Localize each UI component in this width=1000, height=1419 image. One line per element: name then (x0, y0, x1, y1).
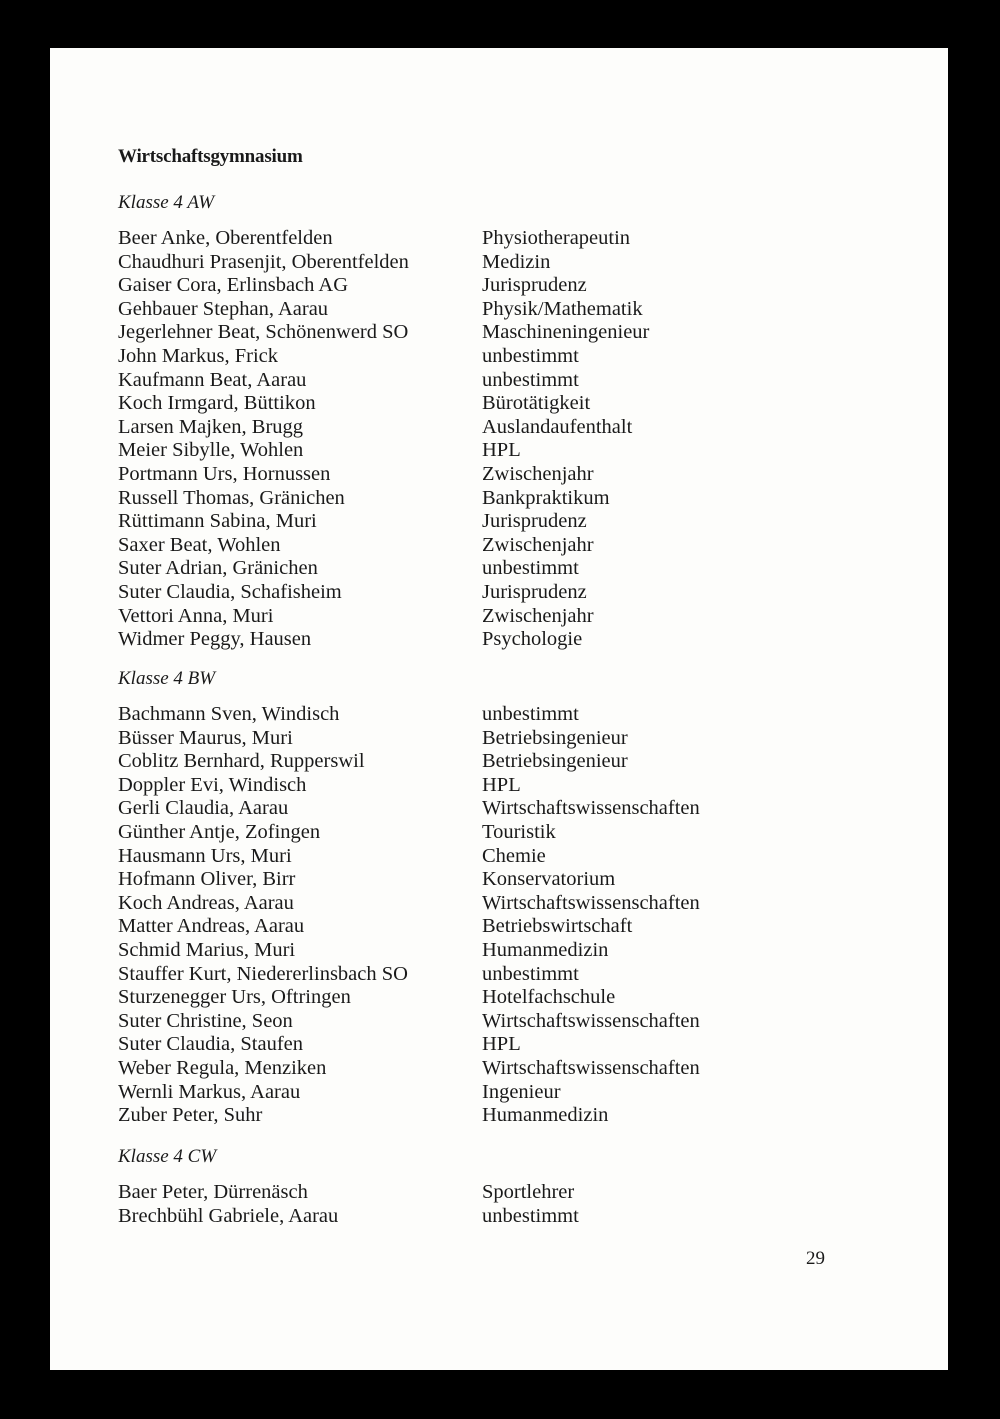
student-name: Brechbühl Gabriele, Aarau (118, 1204, 339, 1227)
list-item (118, 628, 858, 652)
student-name: Chaudhuri Prasenjit, Oberentfelden (118, 250, 409, 273)
student-name: Schmid Marius, Muri (118, 938, 296, 961)
page-number: 29 (806, 1248, 825, 1269)
career-plan: Jurisprudenz (482, 510, 587, 533)
list-item (118, 392, 858, 416)
student-name: Matter Andreas, Aarau (118, 915, 305, 938)
career-plan: Zwischenjahr (482, 604, 594, 627)
student-name: Suter Adrian, Gränichen (118, 557, 318, 580)
list-item (118, 915, 858, 939)
student-name: Weber Regula, Menziken (118, 1056, 327, 1079)
class-list-4aw (118, 227, 858, 652)
list-item (118, 845, 858, 869)
student-name: Gerli Claudia, Aarau (118, 797, 289, 820)
student-name: Vettori Anna, Muri (118, 604, 274, 627)
career-plan: Wirtschaftswissenschaften (482, 1009, 700, 1032)
career-plan: Bankpraktikum (482, 486, 610, 509)
student-name: Sturzenegger Urs, Oftringen (118, 986, 351, 1009)
career-plan: Betriebswirtschaft (482, 915, 633, 938)
class-list-4cw (118, 1181, 858, 1228)
list-item (118, 986, 858, 1010)
career-plan: Physiotherapeutin (482, 227, 631, 249)
career-plan: Konservatorium (482, 868, 616, 891)
list-item (118, 1181, 858, 1205)
section-title-4bw: Klasse 4 BW (118, 668, 216, 689)
list-item (118, 892, 858, 916)
student-name: Gehbauer Stephan, Aarau (118, 297, 329, 320)
list-item (118, 345, 858, 369)
career-plan: Humanmedizin (482, 1104, 609, 1127)
student-name: Doppler Evi, Windisch (118, 773, 307, 796)
student-name: Bachmann Sven, Windisch (118, 703, 340, 725)
list-item (118, 439, 858, 463)
career-plan: Physik/Mathematik (482, 297, 643, 320)
list-item (118, 1033, 858, 1057)
class-list-4bw (118, 703, 858, 1128)
career-plan: HPL (482, 773, 521, 796)
list-item (118, 1010, 858, 1034)
career-plan: Betriebsingenieur (482, 726, 628, 749)
career-plan: HPL (482, 1033, 521, 1056)
career-plan: Zwischenjahr (482, 462, 594, 485)
student-name: Beer Anke, Oberentfelden (118, 227, 333, 249)
list-item (118, 750, 858, 774)
student-name: John Markus, Frick (118, 344, 279, 367)
career-plan: Hotelfachschule (482, 986, 616, 1009)
list-item (118, 605, 858, 629)
student-name: Koch Irmgard, Büttikon (118, 392, 316, 415)
career-plan: unbestimmt (482, 703, 579, 725)
career-plan: Humanmedizin (482, 938, 609, 961)
list-item (118, 274, 858, 298)
student-name: Hausmann Urs, Muri (118, 844, 292, 867)
career-plan: Wirtschaftswissenschaften (482, 891, 700, 914)
career-plan: unbestimmt (482, 368, 579, 391)
student-name: Larsen Majken, Brugg (118, 415, 304, 438)
list-item (118, 703, 858, 727)
career-plan: Psychologie (482, 628, 583, 651)
career-plan: Jurisprudenz (482, 274, 587, 297)
student-name: Russell Thomas, Gränichen (118, 486, 345, 509)
career-plan: unbestimmt (482, 962, 579, 985)
student-name: Widmer Peggy, Hausen (118, 628, 312, 651)
student-name: Wernli Markus, Aarau (118, 1080, 301, 1103)
list-item (118, 797, 858, 821)
career-plan: Wirtschaftswissenschaften (482, 797, 700, 820)
student-name: Meier Sibylle, Wohlen (118, 439, 304, 462)
student-name: Stauffer Kurt, Niedererlinsbach SO (118, 962, 408, 985)
student-name: Suter Claudia, Staufen (118, 1033, 304, 1056)
career-plan: unbestimmt (482, 344, 579, 367)
student-name: Suter Christine, Seon (118, 1009, 293, 1032)
career-plan: Chemie (482, 844, 546, 867)
list-item (118, 321, 858, 345)
student-name: Suter Claudia, Schafisheim (118, 580, 342, 603)
student-name: Kaufmann Beat, Aarau (118, 368, 307, 391)
list-item (118, 463, 858, 487)
list-item (118, 227, 858, 251)
student-name: Saxer Beat, Wohlen (118, 533, 281, 556)
list-item (118, 581, 858, 605)
career-plan: unbestimmt (482, 557, 579, 580)
list-item (118, 727, 858, 751)
page-heading: Wirtschaftsgymnasium (118, 146, 303, 167)
list-item (118, 821, 858, 845)
student-name: Baer Peter, Dürrenäsch (118, 1181, 308, 1203)
list-item (118, 774, 858, 798)
document-page (50, 48, 948, 1370)
list-item (118, 1205, 858, 1229)
student-name: Zuber Peter, Suhr (118, 1104, 263, 1127)
career-plan: Maschineningenieur (482, 321, 650, 344)
career-plan: Medizin (482, 250, 551, 273)
list-item (118, 868, 858, 892)
career-plan: Betriebsingenieur (482, 750, 628, 773)
list-item (118, 557, 858, 581)
list-item (118, 369, 858, 393)
list-item (118, 939, 858, 963)
list-item (118, 510, 858, 534)
career-plan: Sportlehrer (482, 1181, 575, 1203)
list-item (118, 534, 858, 558)
list-item (118, 1081, 858, 1105)
student-name: Günther Antje, Zofingen (118, 820, 321, 843)
student-name: Rüttimann Sabina, Muri (118, 510, 317, 533)
list-item (118, 487, 858, 511)
student-name: Portmann Urs, Hornussen (118, 462, 331, 485)
list-item (118, 963, 858, 987)
career-plan: Auslandaufenthalt (482, 415, 633, 438)
career-plan: Wirtschaftswissenschaften (482, 1056, 700, 1079)
career-plan: HPL (482, 439, 521, 462)
section-title-4cw: Klasse 4 CW (118, 1146, 217, 1167)
section-title-4aw: Klasse 4 AW (118, 192, 215, 213)
student-name: Koch Andreas, Aarau (118, 891, 294, 914)
list-item (118, 251, 858, 275)
career-plan: unbestimmt (482, 1204, 579, 1227)
career-plan: Ingenieur (482, 1080, 561, 1103)
career-plan: Touristik (482, 820, 556, 843)
career-plan: Bürotätigkeit (482, 392, 591, 415)
list-item (118, 298, 858, 322)
student-name: Gaiser Cora, Erlinsbach AG (118, 274, 348, 297)
student-name: Jegerlehner Beat, Schönenwerd SO (118, 321, 409, 344)
student-name: Coblitz Bernhard, Rupperswil (118, 750, 365, 773)
list-item (118, 1057, 858, 1081)
career-plan: Zwischenjahr (482, 533, 594, 556)
career-plan: Jurisprudenz (482, 580, 587, 603)
student-name: Büsser Maurus, Muri (118, 726, 293, 749)
list-item (118, 1104, 858, 1128)
list-item (118, 416, 858, 440)
student-name: Hofmann Oliver, Birr (118, 868, 296, 891)
